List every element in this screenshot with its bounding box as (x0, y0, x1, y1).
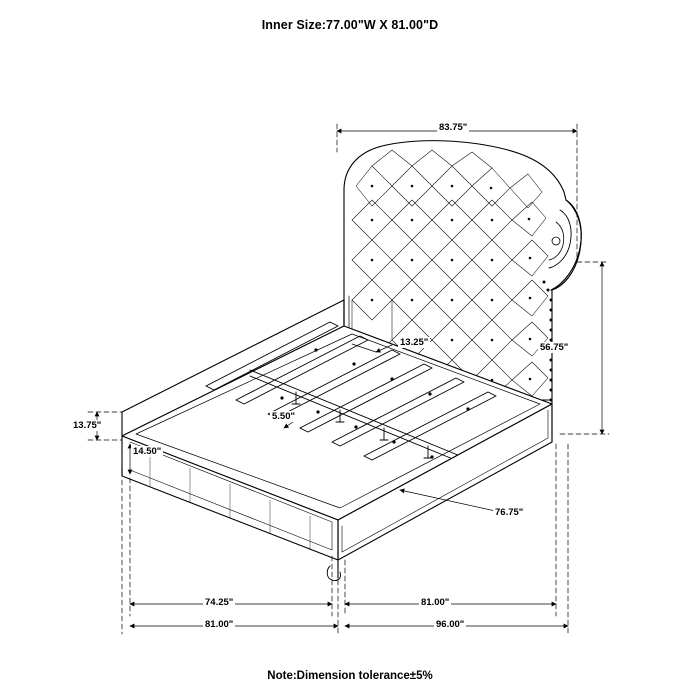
dim-overall-front-width: 81.00" (205, 619, 234, 630)
dim-interior-length: 76.75" (495, 507, 524, 518)
page-title: Inner Size:77.00"W X 81.00"D (261, 18, 439, 32)
dim-clearance-height: 14.50" (133, 446, 162, 457)
dim-headboard-width: 83.75" (439, 122, 468, 133)
dim-side-length: 81.00" (421, 597, 450, 608)
dim-headboard-height: 56.75" (540, 342, 569, 353)
tolerance-note: Note:Dimension tolerance±5% (267, 670, 433, 682)
dim-slat-height: 13.25" (400, 337, 429, 348)
dim-slat-thickness: 5.50" (272, 411, 295, 422)
dim-footboard-width: 74.25" (205, 597, 234, 608)
dim-overall-length: 96.00" (436, 619, 465, 630)
dim-rail-height: 13.75" (73, 420, 102, 431)
